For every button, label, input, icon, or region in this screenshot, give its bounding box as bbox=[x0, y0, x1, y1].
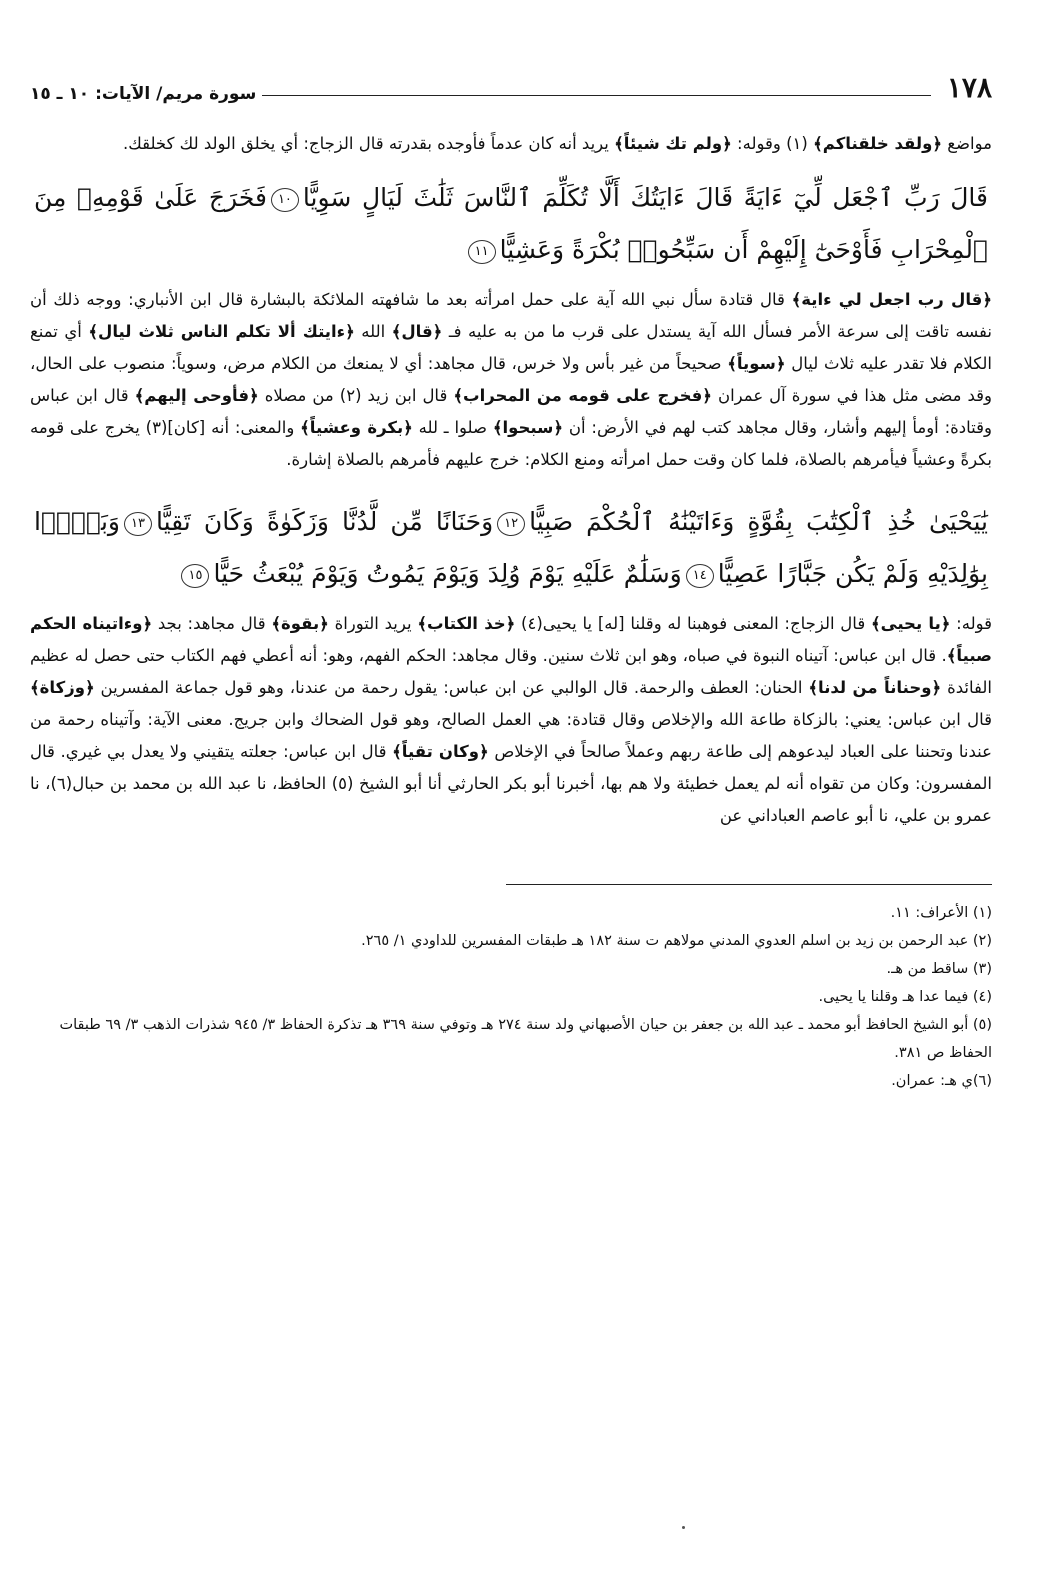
quran-quote: ﴿خذ الكتاب﴾ bbox=[417, 614, 516, 633]
text-run: قال مجاهد: بجد bbox=[152, 614, 272, 633]
verse-text: قَالَ رَبِّ ٱجْعَل لِّيٓ ءَايَةً قَالَ ءَايَتُكَ أَلَّا تُكَلِّمَ ٱلنَّاسَ ثَلَٰثَ لَيَالٍ سَوِيًّا bbox=[302, 183, 988, 212]
quran-quote: ﴿ولقد خلقناكم﴾ bbox=[813, 134, 943, 153]
intro-paragraph bbox=[30, 128, 992, 160]
footnote: (١) الأعراف: ١١. bbox=[890, 905, 992, 921]
text-run: الله bbox=[354, 322, 392, 341]
verse-text: وَبَرًّۢا بِوَٰلِدَيْهِ وَلَمْ يَكُن جَبَّارًا عَصِيًّا bbox=[34, 507, 988, 588]
commentary-paragraph-2 bbox=[30, 608, 992, 832]
quran-quote: ﴿ءايتك ألا تكلم الناس ثلاث ليال﴾ bbox=[88, 322, 355, 341]
text-run: قال ابن عباس: يعني: بالزكاة طاعة الله والإخلاص وقال قتادة: هي العمل الصالح، وهو قول الضحاك وابن جريج. معنى الآية: وآتيناه رحمة من عندنا وتحننا على العباد ليدعوهم إلى طاعة ربهم وعملاً صالحاً في الإخلاص bbox=[30, 710, 992, 761]
text-run: قال ابن زيد (٢) من مصلاه bbox=[258, 386, 454, 405]
running-title: سورة مريم/ الآيات: ١٠ ـ ١٥ bbox=[30, 84, 257, 104]
footnote: (٣) ساقط من هـ. bbox=[886, 961, 992, 977]
quran-quote: ﴿بكرة وعشياً﴾ bbox=[300, 418, 413, 437]
page-number: ١٧٨ bbox=[946, 71, 992, 104]
text-run: والمعنى: أنه [كان](٣) يخرج على قومه بكرةً وعشياً فيأمرهم بالصلاة، فلما كان وقت حمل امرأته ومنع الكلام: خرج عليهم فأمرهم بالصلاة إشارة. bbox=[30, 418, 992, 469]
footnote-rule bbox=[506, 884, 992, 885]
quran-quote: ﴿يا يحيى﴾ bbox=[870, 614, 951, 633]
ayah-marker: ١٠ bbox=[271, 188, 299, 212]
text-run: قال ابن عباس: جعلته يتقيني ولا يعدل بي غيري. قال المفسرون: وكان من تقواه أنه لم يعمل خطيئة ولا هم بها، أخبرنا أبو بكر الحارثي أنا أبو الشيخ (٥) الحافظ، نا عبد الله بن محمد بن حبال(٦)، نا عمرو بن علي، نا أبو عاصم العباداني عن bbox=[30, 742, 992, 825]
text-run: الحنان: العطف والرحمة. قال الوالبي عن ابن عباس: يقول رحمة من عندنا، وهو قول جماعة المفسرين bbox=[94, 678, 809, 697]
quran-quote: ﴿سوياً﴾ bbox=[727, 354, 786, 373]
quran-quote: ﴿فأوحى إليهم﴾ bbox=[134, 386, 259, 405]
text-run: قال ابن عباس وقتادة: أومأ إليهم وأشار، وقال مجاهد كتب لهم في الأرض: أن bbox=[30, 386, 993, 437]
text-run: صحيحاً من غير بأس ولا خرس، قال مجاهد: أي لا يمنعك من الكلام مرض، وسوياً: منصوب على الحال، وقد مضى مثل هذا في سورة آل عمران bbox=[30, 354, 992, 405]
text-run: قال قتادة سأل نبي الله آية على حمل امرأته بعد ما شافهته الملائكة بالبشارة قال ابن الأنباري: ووجه ذلك أن نفسه تاقت إلى سرعة الأمر فسأل الله آية يستدل على قرب ما من به عليه فـ bbox=[30, 290, 992, 341]
page-header bbox=[30, 62, 992, 104]
text-run: يريد التوراة bbox=[328, 614, 418, 633]
ayah-marker: ١١ bbox=[468, 240, 496, 264]
quran-quote: ﴿قال﴾ bbox=[391, 322, 443, 341]
verse-text: وَسَلَٰمٌ عَلَيْهِ يَوْمَ وُلِدَ وَيَوْمَ يَمُوتُ وَيَوْمَ يُبْعَثُ حَيًّا bbox=[213, 559, 682, 588]
footnotes bbox=[30, 899, 992, 1095]
text-run: أي تمنع الكلام فلا تقدر عليه ثلاث ليال bbox=[30, 322, 993, 373]
ayah-marker: ١٣ bbox=[124, 512, 152, 536]
quran-quote: ﴿وزكاة﴾ bbox=[30, 678, 95, 697]
ayah-marker: ١٤ bbox=[686, 564, 714, 588]
text-run: مواضع bbox=[942, 134, 992, 153]
text-run: يريد أنه كان عدماً فأوجده بقدرته قال الزجاج: أي يخلق الولد لك كخلقك. bbox=[122, 134, 615, 153]
quran-verses-12-15 bbox=[34, 496, 988, 600]
quran-quote: ﴿بقوة﴾ bbox=[271, 614, 329, 633]
quran-verses-10-11 bbox=[34, 172, 988, 276]
quran-quote: ﴿وكان تقياً﴾ bbox=[392, 742, 489, 761]
page-speck bbox=[682, 1526, 685, 1529]
footnote: (٥) أبو الشيخ الحافظ أبو محمد ـ عبد الله بن جعفر بن حيان الأصبهاني ولد سنة ٢٧٤ هـ وتوفي سنة ٣٦٩ هـ تذكرة الحفاظ ٣/ ٩٤٥ شذرات الذهب ٣/ ٦٩ طبقات الحفاظ ص ٣٨١. bbox=[59, 1017, 992, 1061]
verse-text: وَحَنَانًا مِّن لَّدُنَّا وَزَكَوٰةً وَكَانَ تَقِيًّا bbox=[156, 507, 494, 536]
text-run: (١) وقوله: bbox=[731, 134, 814, 153]
quran-quote: ﴿قال رب اجعل لي ءاية﴾ bbox=[791, 290, 992, 309]
header-rule bbox=[262, 95, 931, 96]
text-run: صلوا ـ لله bbox=[412, 418, 493, 437]
footnote: (٢) عبد الرحمن بن زيد بن اسلم العدوي المدني مولاهم ت سنة ١٨٢ هـ طبقات المفسرين للداودي ١/ ٢٦٥. bbox=[361, 933, 992, 949]
book-page bbox=[30, 62, 992, 1095]
ayah-marker: ١٥ bbox=[181, 564, 209, 588]
quran-quote: ﴿وءاتيناه الحكم صبياً﴾ bbox=[30, 614, 992, 665]
text-run: قال الزجاج: المعنى فوهبنا له وقلنا [له] يا يحيى(٤) bbox=[515, 614, 871, 633]
verse-text: فَخَرَجَ عَلَىٰ قَوْمِهِۦ مِنَ ٱلْمِحْرَابِ فَأَوْحَىٰٓ إِلَيْهِمْ أَن سَبِّحُوا۟ بُكْرَةً وَعَشِيًّا bbox=[34, 183, 988, 264]
text-run: . قال ابن عباس: آتيناه النبوة في صباه، وهو ابن ثلاث سنين. وقال مجاهد: الحكم الفهم، وهو: أنه أعطي فهم الكتاب حتى حصل له عظيم الفائدة bbox=[30, 646, 992, 697]
verse-text: يَٰيَحْيَىٰ خُذِ ٱلْكِتَٰبَ بِقُوَّةٍ وَءَاتَيْنَٰهُ ٱلْحُكْمَ صَبِيًّا bbox=[529, 507, 988, 536]
footnote: (٤) فيما عدا هـ وقلنا يا يحيى. bbox=[818, 989, 992, 1005]
quran-quote: ﴿سبحوا﴾ bbox=[492, 418, 564, 437]
commentary-paragraph-1 bbox=[30, 284, 992, 476]
quran-quote: ﴿وحناناً من لدنا﴾ bbox=[808, 678, 942, 697]
quran-quote: ﴿ولم تك شيئاً﴾ bbox=[614, 134, 732, 153]
quran-quote: ﴿فخرج على قومه من المحراب﴾ bbox=[453, 386, 712, 405]
footnote: (٦)ي هـ: عمران. bbox=[891, 1073, 992, 1089]
ayah-marker: ١٢ bbox=[497, 512, 525, 536]
text-run: قوله: bbox=[950, 614, 993, 633]
